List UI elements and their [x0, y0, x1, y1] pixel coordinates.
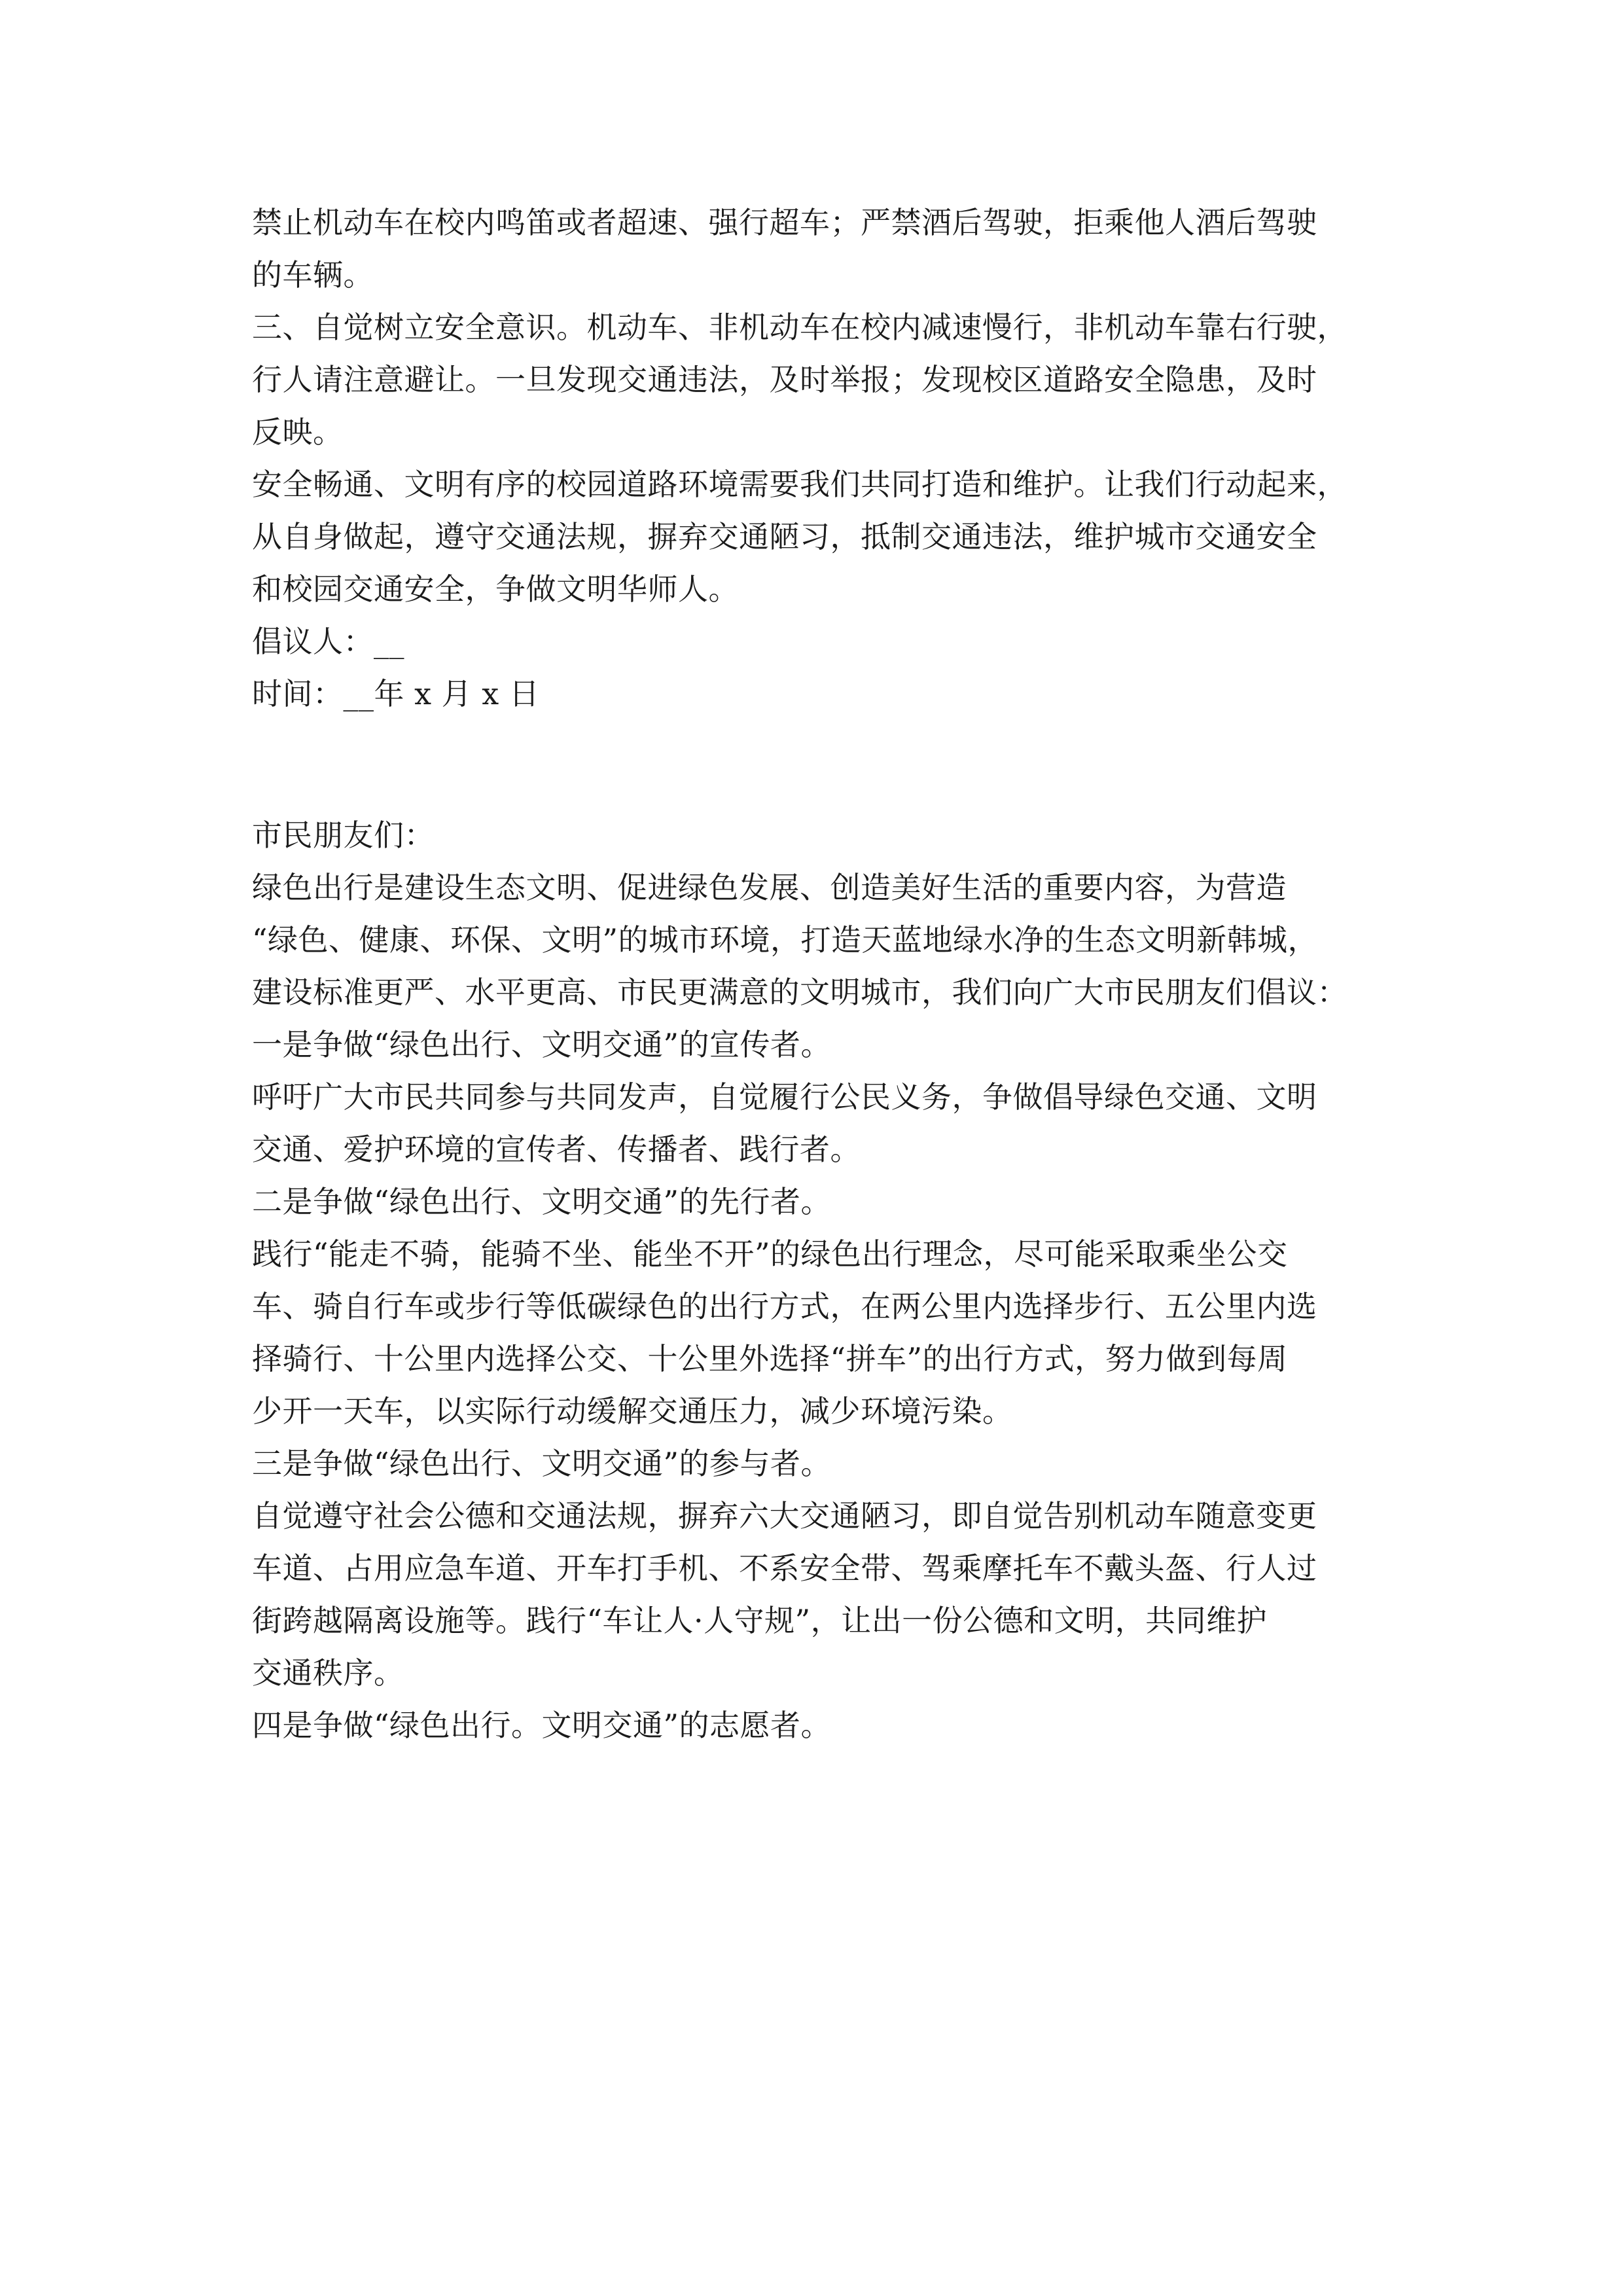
section-gap: [252, 720, 1391, 809]
text-line: 街跨越隔离设施等。践行“车让人·人守规”，让出一份公德和文明，共同维护: [252, 1603, 1268, 1638]
document-page: [252, 196, 1391, 1751]
point-heading-2: 二是争做“绿色出行、文明交通”的先行者。: [252, 1184, 832, 1219]
text-line: 车、骑自行车或步行等低碳绿色的出行方式，在两公里内选择步行、五公里内选: [252, 1289, 1317, 1324]
date-line: 时间：__年 x 月 x 日: [252, 676, 540, 711]
salutation: 市民朋友们：: [252, 817, 435, 853]
text-line: 行人请注意避让。一旦发现交通违法，及时举报；发现校区道路安全隐患，及时: [252, 362, 1317, 397]
text-line: 安全畅通、文明有序的校园道路环境需要我们共同打造和维护。让我们行动起来，: [252, 467, 1347, 502]
text-line: 禁止机动车在校内鸣笛或者超速、强行超车；严禁酒后驾驶，拒乘他人酒后驾驶: [252, 205, 1317, 240]
text-line: “绿色、健康、环保、文明”的城市环境，打造天蓝地绿水净的生态文明新韩城，: [252, 922, 1319, 958]
text-line: 建设标准更严、水平更高、市民更满意的文明城市，我们向广大市民朋友们倡议：: [252, 975, 1347, 1010]
text-line: 践行“能走不骑，能骑不坐、能坐不开”的绿色出行理念，尽可能采取乘坐公交: [252, 1236, 1288, 1272]
text-line: 呼吁广大市民共同参与共同发声，自觉履行公民义务，争做倡导绿色交通、文明: [252, 1079, 1317, 1115]
text-line: 交通秩序。: [252, 1655, 404, 1691]
initiator-line: 倡议人：__: [252, 624, 404, 659]
traffic-safety-section: [252, 196, 1391, 720]
text-line: 自觉遵守社会公德和交通法规，摒弃六大交通陋习，即自觉告别机动车随意变更: [252, 1498, 1317, 1534]
text-line: 的车辆。: [252, 257, 374, 293]
text-line: 择骑行、十公里内选择公交、十公里外选择“拼车”的出行方式，努力做到每周: [252, 1341, 1288, 1376]
point-heading-1: 一是争做“绿色出行、文明交通”的宣传者。: [252, 1027, 832, 1062]
text-line: 三、自觉树立安全意识。机动车、非机动车在校内减速慢行，非机动车靠右行驶，: [252, 310, 1347, 345]
text-line: 和校园交通安全，争做文明华师人。: [252, 571, 739, 607]
text-line: 绿色出行是建设生态文明、促进绿色发展、创造美好生活的重要内容，为营造: [252, 870, 1287, 905]
text-line: 交通、爱护环境的宣传者、传播者、践行者。: [252, 1132, 861, 1167]
text-line: 车道、占用应急车道、开车打手机、不系安全带、驾乘摩托车不戴头盔、行人过: [252, 1551, 1317, 1586]
text-line: 反映。: [252, 414, 344, 450]
point-heading-3: 三是争做“绿色出行、文明交通”的参与者。: [252, 1446, 832, 1481]
text-line: 从自身做起，遵守交通法规，摒弃交通陋习，抵制交通违法，维护城市交通安全: [252, 519, 1317, 554]
green-travel-section: [252, 809, 1391, 1751]
text-line: 少开一天车，以实际行动缓解交通压力，减少环境污染。: [252, 1393, 1013, 1429]
point-heading-4: 四是争做“绿色出行。文明交通”的志愿者。: [252, 1708, 832, 1743]
